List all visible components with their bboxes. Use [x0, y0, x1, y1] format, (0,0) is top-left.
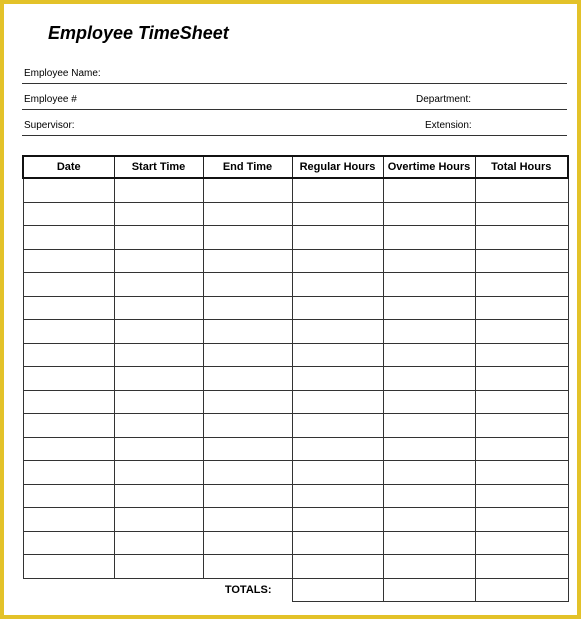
employee-number-label: Employee # [24, 94, 77, 105]
regular-hours-cell[interactable] [292, 484, 383, 508]
end-time-cell[interactable] [203, 343, 292, 367]
start-time-cell[interactable] [114, 461, 203, 485]
table-row [23, 320, 568, 344]
overtime-hours-cell[interactable] [383, 178, 475, 202]
regular-hours-cell[interactable] [292, 202, 383, 226]
total-hours-cell[interactable] [475, 249, 568, 273]
table-row [23, 461, 568, 485]
table-header-row [23, 156, 568, 178]
total-hours-cell[interactable] [475, 390, 568, 414]
start-time-cell[interactable] [114, 414, 203, 438]
total-hours-cell[interactable] [475, 202, 568, 226]
date-cell[interactable] [23, 555, 114, 579]
date-cell[interactable] [23, 414, 114, 438]
end-time-cell[interactable] [203, 202, 292, 226]
overtime-hours-cell[interactable] [383, 367, 475, 391]
total-hours-cell[interactable] [475, 414, 568, 438]
end-time-cell[interactable] [203, 555, 292, 579]
employee-name-row[interactable] [22, 63, 567, 84]
table-row [23, 202, 568, 226]
end-time-cell[interactable] [203, 178, 292, 202]
date-cell[interactable] [23, 296, 114, 320]
regular-hours-cell[interactable] [292, 508, 383, 532]
total-hours-cell[interactable] [475, 296, 568, 320]
total-hours-cell[interactable] [475, 437, 568, 461]
overtime-hours-cell[interactable] [383, 555, 475, 579]
overtime-hours-cell[interactable] [383, 343, 475, 367]
total-hours-cell[interactable] [475, 461, 568, 485]
total-hours-cell[interactable] [475, 320, 568, 344]
timesheet-body [23, 178, 568, 602]
overtime-hours-cell[interactable] [383, 202, 475, 226]
end-time-cell[interactable] [203, 249, 292, 273]
overtime-hours-cell[interactable] [383, 320, 475, 344]
total-hours-cell[interactable] [475, 178, 568, 202]
start-time-cell[interactable] [114, 273, 203, 297]
end-time-cell[interactable] [203, 414, 292, 438]
supervisor-label: Supervisor: [24, 120, 75, 131]
totals-empty-cell [23, 578, 114, 602]
extension-label: Extension: [425, 120, 472, 131]
start-time-cell[interactable] [114, 343, 203, 367]
date-cell[interactable] [23, 226, 114, 250]
regular-hours-cell[interactable] [292, 178, 383, 202]
date-cell[interactable] [23, 343, 114, 367]
start-time-cell[interactable] [114, 508, 203, 532]
table-row [23, 414, 568, 438]
table-row [23, 508, 568, 532]
date-cell[interactable] [23, 249, 114, 273]
regular-hours-cell[interactable] [292, 390, 383, 414]
regular-hours-cell[interactable] [292, 320, 383, 344]
totals-label: TOTALS: [224, 584, 272, 596]
start-time-cell[interactable] [114, 296, 203, 320]
end-time-cell[interactable] [203, 508, 292, 532]
start-time-cell[interactable] [114, 555, 203, 579]
timesheet-table [22, 155, 569, 602]
overtime-hours-cell[interactable] [383, 437, 475, 461]
totals-total-hours-cell[interactable] [475, 578, 568, 602]
start-time-cell[interactable] [114, 531, 203, 555]
end-time-cell[interactable] [203, 531, 292, 555]
regular-hours-cell[interactable] [292, 461, 383, 485]
table-row [23, 273, 568, 297]
table-row [23, 531, 568, 555]
start-time-cell[interactable] [114, 390, 203, 414]
overtime-hours-cell[interactable] [383, 226, 475, 250]
overtime-hours-cell[interactable] [383, 484, 475, 508]
end-time-cell[interactable] [203, 437, 292, 461]
start-time-cell[interactable] [114, 226, 203, 250]
regular-hours-cell[interactable] [292, 343, 383, 367]
date-cell[interactable] [23, 437, 114, 461]
overtime-hours-cell[interactable] [383, 296, 475, 320]
totals-row [23, 578, 568, 602]
regular-hours-cell[interactable] [292, 367, 383, 391]
date-cell[interactable] [23, 202, 114, 226]
totals-regular-hours-cell[interactable] [292, 578, 383, 602]
table-row [23, 249, 568, 273]
table-row [23, 343, 568, 367]
total-hours-cell[interactable] [475, 367, 568, 391]
date-cell[interactable] [23, 461, 114, 485]
table-row [23, 226, 568, 250]
regular-hours-cell[interactable] [292, 531, 383, 555]
overtime-hours-cell[interactable] [383, 390, 475, 414]
overtime-hours-cell[interactable] [383, 461, 475, 485]
regular-hours-cell[interactable] [292, 414, 383, 438]
date-cell[interactable] [23, 367, 114, 391]
overtime-hours-cell[interactable] [383, 273, 475, 297]
date-cell[interactable] [23, 320, 114, 344]
regular-hours-cell[interactable] [292, 273, 383, 297]
total-hours-cell[interactable] [475, 343, 568, 367]
start-time-cell[interactable] [114, 202, 203, 226]
start-time-cell[interactable] [114, 367, 203, 391]
regular-hours-cell[interactable] [292, 226, 383, 250]
end-time-cell[interactable] [203, 390, 292, 414]
page-title: Employee TimeSheet [48, 23, 229, 43]
overtime-hours-cell[interactable] [383, 508, 475, 532]
header-date: Date [23, 156, 114, 178]
end-time-cell[interactable] [203, 296, 292, 320]
date-cell[interactable] [23, 273, 114, 297]
overtime-hours-cell[interactable] [383, 249, 475, 273]
table-row [23, 555, 568, 579]
date-cell[interactable] [23, 178, 114, 202]
regular-hours-cell[interactable] [292, 296, 383, 320]
total-hours-cell[interactable] [475, 508, 568, 532]
start-time-cell[interactable] [114, 484, 203, 508]
total-hours-cell[interactable] [475, 555, 568, 579]
date-cell[interactable] [23, 531, 114, 555]
overtime-hours-cell[interactable] [383, 414, 475, 438]
table-row [23, 367, 568, 391]
table-row [23, 390, 568, 414]
department-label: Department: [416, 94, 472, 105]
end-time-cell[interactable] [203, 484, 292, 508]
start-time-cell[interactable] [114, 437, 203, 461]
date-cell[interactable] [23, 390, 114, 414]
regular-hours-cell[interactable] [292, 249, 383, 273]
end-time-cell[interactable] [203, 461, 292, 485]
header-total-hours: Total Hours [475, 156, 568, 178]
header-regular-hours: Regular Hours [292, 156, 383, 178]
table-row [23, 484, 568, 508]
total-hours-cell[interactable] [475, 273, 568, 297]
supervisor-row[interactable] [22, 115, 567, 136]
end-time-cell[interactable] [203, 273, 292, 297]
table-row [23, 178, 568, 202]
totals-overtime-hours-cell[interactable] [383, 578, 475, 602]
regular-hours-cell[interactable] [292, 437, 383, 461]
regular-hours-cell[interactable] [292, 555, 383, 579]
start-time-cell[interactable] [114, 178, 203, 202]
start-time-cell[interactable] [114, 320, 203, 344]
start-time-cell[interactable] [114, 249, 203, 273]
date-cell[interactable] [23, 508, 114, 532]
header-end-time: End Time [203, 156, 292, 178]
end-time-cell[interactable] [203, 226, 292, 250]
table-row [23, 437, 568, 461]
header-start-time: Start Time [114, 156, 203, 178]
employee-number-row[interactable] [22, 89, 567, 110]
employee-name-label: Employee Name: [24, 68, 101, 79]
total-hours-cell[interactable] [475, 484, 568, 508]
total-hours-cell[interactable] [475, 226, 568, 250]
overtime-hours-cell[interactable] [383, 531, 475, 555]
date-cell[interactable] [23, 484, 114, 508]
end-time-cell[interactable] [203, 367, 292, 391]
table-row [23, 296, 568, 320]
end-time-cell[interactable] [203, 320, 292, 344]
total-hours-cell[interactable] [475, 531, 568, 555]
header-overtime-hours: Overtime Hours [383, 156, 475, 178]
